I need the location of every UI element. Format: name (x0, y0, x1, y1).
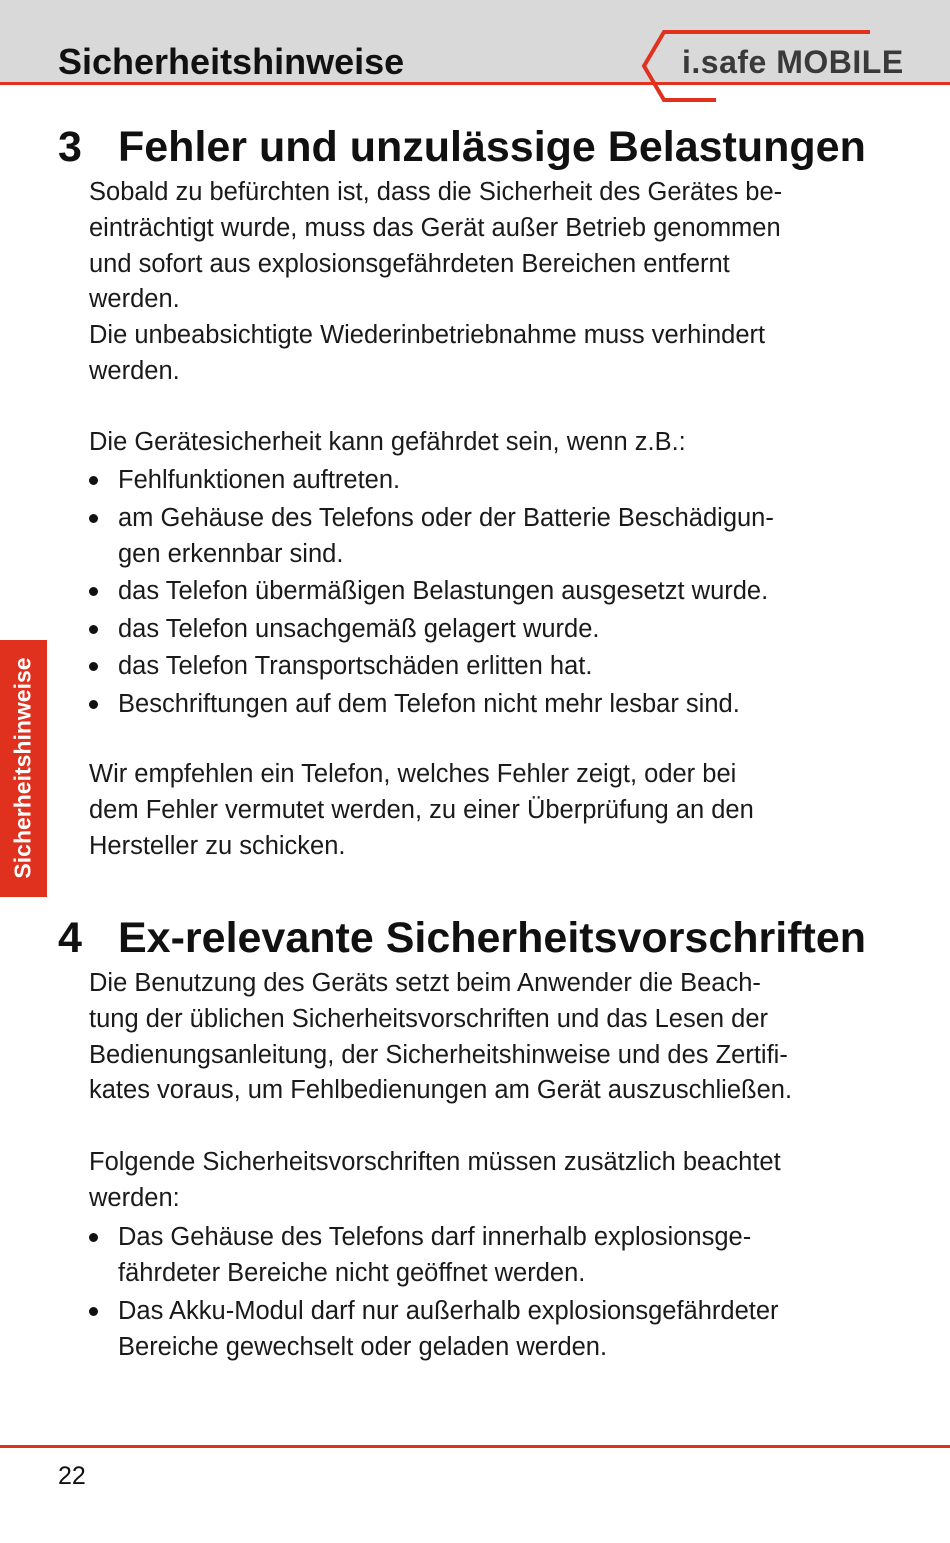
side-tab (0, 640, 47, 897)
brand-logo (640, 28, 930, 106)
list-item: Fehlfunktionen auftreten. (89, 462, 879, 498)
text-line: werden. (89, 285, 180, 314)
text-line: Die Benutzung des Geräts setzt beim Anwender die Beach- (89, 969, 761, 997)
text-line: Die unbeabsichtigte Wiederinbetriebnahme muss verhindert (89, 321, 766, 350)
bullet-icon (89, 476, 98, 485)
bullet-icon (89, 625, 98, 634)
section-3-heading (58, 121, 866, 173)
bullet-icon (89, 1233, 98, 1242)
section-3-bullet-list (89, 462, 879, 723)
footer-divider (0, 1445, 950, 1448)
list-item: am Gehäuse des Telefons oder der Batterie Beschädigun- gen erkennbar sind. (89, 500, 879, 572)
section-4-bullet-list (89, 1219, 879, 1366)
text-line: Sobald zu befürchten ist, dass die Sicherheit des Gerätes be- (89, 178, 783, 206)
list-item: Das Gehäuse des Telefons darf innerhalb explosionsge- fährdeter Bereiche nicht geöffnet werden. (89, 1219, 879, 1291)
header-divider (0, 82, 950, 85)
bullet-icon (89, 700, 98, 709)
list-item: das Telefon unsachgemäß gelagert wurde. (89, 611, 879, 647)
text-line: werden. (89, 356, 180, 385)
text-line: werden: (89, 1183, 180, 1212)
logo-text: i.safe MOBILE (682, 44, 904, 80)
bullet-icon (89, 587, 98, 596)
bullet-icon (89, 514, 98, 523)
text-line: tung der üblichen Sicherheitsvorschriften und das Lesen der (89, 1004, 768, 1033)
text-line: kates voraus, um Fehlbedienungen am Gerät auszuschließen. (89, 1076, 793, 1105)
section-3-number: 3 (58, 123, 82, 171)
page-number: 22 (58, 1462, 86, 1490)
text-line: Bedienungsanleitung, der Sicherheitshinweise und des Zertifi- (89, 1040, 788, 1069)
text-line: und sofort aus explosionsgefährdeten Bereichen entfernt (89, 249, 730, 278)
side-tab-label: Sicherheitshinweise (9, 657, 36, 879)
list-item: das Telefon übermäßigen Belastungen ausgesetzt wurde. (89, 573, 879, 609)
text-line: Wir empfehlen ein Telefon, welches Fehler zeigt, oder bei (89, 760, 737, 788)
text-line: Hersteller zu schicken. (89, 831, 346, 860)
section-3-recommendation (89, 757, 849, 864)
section-4-number: 4 (58, 914, 82, 962)
section-4-paragraph (89, 966, 849, 1109)
section-4-intro (89, 1145, 849, 1217)
section-4-heading (58, 912, 866, 964)
bullet-icon (89, 662, 98, 671)
section-3-intro (89, 425, 849, 461)
page-header-title: Sicherheitshinweise (58, 41, 405, 82)
list-item: das Telefon Transportschäden erlitten hat. (89, 648, 879, 684)
section-4-title: Ex-relevante Sicherheitsvorschriften (118, 914, 867, 962)
text-line: Folgende Sicherheitsvorschriften müssen zusätzlich beachtet (89, 1148, 781, 1176)
section-3-title: Fehler und unzulässige Belastungen (118, 123, 866, 171)
text-line: Die Gerätesicherheit kann gefährdet sein, wenn z.B.: (89, 428, 686, 456)
text-line: einträchtigt wurde, muss das Gerät außer Betrieb genommen (89, 213, 781, 242)
text-line: dem Fehler vermutet werden, zu einer Überprüfung an den (89, 795, 754, 824)
list-item: Beschriftungen auf dem Telefon nicht mehr lesbar sind. (89, 686, 879, 722)
list-item: Das Akku-Modul darf nur außerhalb explosionsgefährdeter Bereiche gewechselt oder geladen werden. (89, 1293, 879, 1365)
section-3-paragraph (89, 175, 849, 390)
bullet-icon (89, 1307, 98, 1316)
